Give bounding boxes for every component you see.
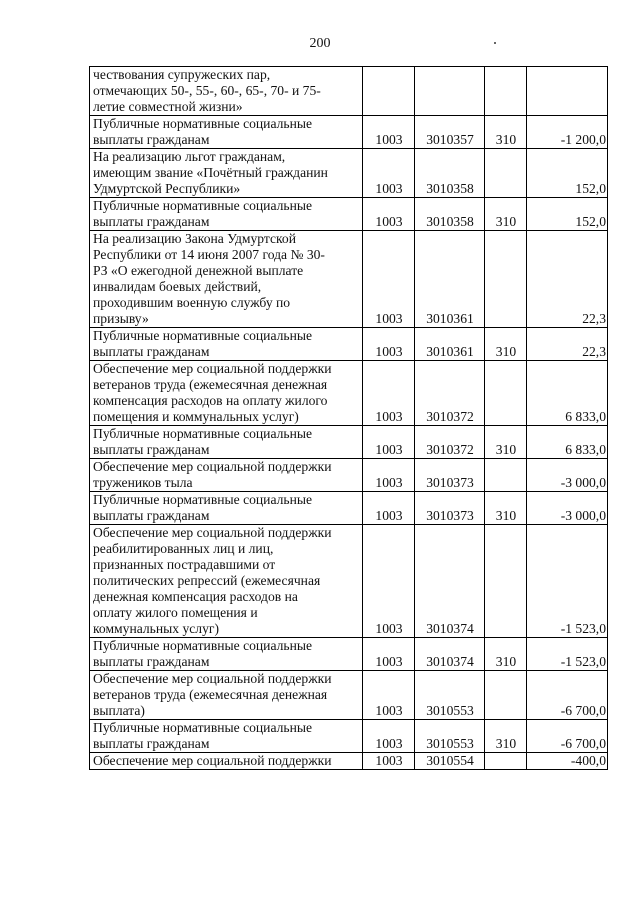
expense-type-code-cell — [485, 198, 527, 231]
row-description: Публичные нормативные социальные выплаты гражданам — [93, 116, 313, 147]
amount-value: -1 200,0 — [560, 132, 606, 147]
target-article-code-cell — [415, 198, 485, 231]
expense-type-code-cell — [485, 67, 527, 116]
table-row — [90, 328, 608, 361]
amount-value: 22,3 — [582, 311, 606, 326]
section-code: 1003 — [375, 621, 403, 636]
section-code: 1003 — [375, 753, 403, 768]
section-code-cell — [363, 231, 415, 328]
section-code: 1003 — [375, 311, 403, 326]
target-article-code: 3010374 — [426, 654, 474, 669]
amount-value: -6 700,0 — [560, 736, 606, 751]
target-article-code: 3010373 — [426, 508, 474, 523]
row-description: Публичные нормативные социальные выплаты гражданам — [93, 492, 313, 523]
target-article-code-cell — [415, 720, 485, 753]
row-description-cell — [90, 638, 363, 671]
section-code-cell — [363, 426, 415, 459]
amount-value-cell — [527, 525, 608, 638]
amount-value-cell — [527, 149, 608, 198]
table-row — [90, 638, 608, 671]
page-number: 200 — [309, 36, 331, 51]
target-article-code: 3010361 — [426, 344, 474, 359]
scan-speck — [494, 42, 496, 44]
section-code-cell — [363, 525, 415, 638]
expense-type-code-cell — [485, 361, 527, 426]
section-code: 1003 — [375, 442, 403, 457]
row-description: Публичные нормативные социальные выплаты гражданам — [93, 720, 313, 751]
expense-type-code-cell — [485, 753, 527, 770]
section-code-cell — [363, 671, 415, 720]
row-description: Публичные нормативные социальные выплаты гражданам — [93, 328, 313, 359]
section-code: 1003 — [375, 736, 403, 751]
amount-value: -400,0 — [570, 753, 606, 768]
amount-value-cell — [527, 198, 608, 231]
amount-value: -3 000,0 — [560, 508, 606, 523]
expense-type-code-cell — [485, 426, 527, 459]
row-description-cell — [90, 67, 363, 116]
row-description: Публичные нормативные социальные выплаты гражданам — [93, 198, 313, 229]
row-description: Обеспечение мер социальной поддержки ветеранов труда (ежемесячная денежная компенсация расходов на оплату жилого помещения и коммунальных услуг) — [93, 361, 332, 424]
table-row — [90, 753, 608, 770]
section-code-cell — [363, 116, 415, 149]
table-row — [90, 67, 608, 116]
section-code: 1003 — [375, 508, 403, 523]
target-article-code-cell — [415, 492, 485, 525]
target-article-code: 3010358 — [426, 181, 474, 196]
section-code-cell — [363, 149, 415, 198]
expense-type-code: 310 — [495, 344, 517, 359]
expense-type-code-cell — [485, 149, 527, 198]
section-code: 1003 — [375, 654, 403, 669]
target-article-code: 3010372 — [426, 442, 474, 457]
section-code: 1003 — [375, 181, 403, 196]
section-code-cell — [363, 492, 415, 525]
section-code-cell — [363, 67, 415, 116]
amount-value-cell — [527, 361, 608, 426]
target-article-code-cell — [415, 328, 485, 361]
amount-value-cell — [527, 753, 608, 770]
target-article-code: 3010361 — [426, 311, 474, 326]
expense-type-code-cell — [485, 492, 527, 525]
row-description-cell — [90, 116, 363, 149]
target-article-code-cell — [415, 231, 485, 328]
row-description: чествования супружеских пар, отмечающих 50-, 55-, 60-, 65-, 70- и 75- летие совместной жизни» — [93, 67, 321, 114]
amount-value-cell — [527, 459, 608, 492]
amount-value: -1 523,0 — [560, 621, 606, 636]
section-code-cell — [363, 198, 415, 231]
amount-value-cell — [527, 671, 608, 720]
section-code: 1003 — [375, 409, 403, 424]
amount-value: 6 833,0 — [565, 442, 606, 457]
target-article-code: 3010553 — [426, 703, 474, 718]
section-code-cell — [363, 328, 415, 361]
row-description-cell — [90, 753, 363, 770]
amount-value: 22,3 — [582, 344, 606, 359]
table-row — [90, 426, 608, 459]
row-description-cell — [90, 671, 363, 720]
section-code-cell — [363, 361, 415, 426]
expense-type-code-cell — [485, 720, 527, 753]
target-article-code: 3010554 — [426, 753, 474, 768]
amount-value-cell — [527, 638, 608, 671]
table-row — [90, 231, 608, 328]
target-article-code: 3010372 — [426, 409, 474, 424]
target-article-code: 3010373 — [426, 475, 474, 490]
target-article-code-cell — [415, 671, 485, 720]
section-code: 1003 — [375, 703, 403, 718]
section-code-cell — [363, 720, 415, 753]
expense-type-code-cell — [485, 671, 527, 720]
amount-value-cell — [527, 67, 608, 116]
expense-type-code: 310 — [495, 214, 517, 229]
expense-type-code-cell — [485, 328, 527, 361]
amount-value-cell — [527, 426, 608, 459]
amount-value: 152,0 — [575, 214, 606, 229]
amount-value: -6 700,0 — [560, 703, 606, 718]
table-row — [90, 492, 608, 525]
row-description-cell — [90, 459, 363, 492]
expense-type-code-cell — [485, 459, 527, 492]
expense-type-code-cell — [485, 116, 527, 149]
expense-type-code-cell — [485, 231, 527, 328]
table-row — [90, 198, 608, 231]
amount-value: 6 833,0 — [565, 409, 606, 424]
target-article-code-cell — [415, 459, 485, 492]
amount-value: -3 000,0 — [560, 475, 606, 490]
row-description-cell — [90, 231, 363, 328]
expense-type-code: 310 — [495, 442, 517, 457]
section-code-cell — [363, 753, 415, 770]
target-article-code: 3010358 — [426, 214, 474, 229]
table-row — [90, 361, 608, 426]
amount-value-cell — [527, 231, 608, 328]
expense-type-code-cell — [485, 525, 527, 638]
row-description-cell — [90, 149, 363, 198]
amount-value-cell — [527, 328, 608, 361]
row-description: Обеспечение мер социальной поддержки ветеранов труда (ежемесячная денежная выплата) — [93, 671, 332, 718]
section-code: 1003 — [375, 475, 403, 490]
target-article-code-cell — [415, 67, 485, 116]
row-description-cell — [90, 328, 363, 361]
expense-type-code: 310 — [495, 508, 517, 523]
table-row — [90, 720, 608, 753]
table-row — [90, 525, 608, 638]
budget-table — [89, 66, 608, 770]
amount-value: 152,0 — [575, 181, 606, 196]
target-article-code-cell — [415, 638, 485, 671]
amount-value: -1 523,0 — [560, 654, 606, 669]
target-article-code: 3010374 — [426, 621, 474, 636]
row-description: Обеспечение мер социальной поддержки — [93, 753, 332, 768]
row-description-cell — [90, 198, 363, 231]
row-description: Публичные нормативные социальные выплаты гражданам — [93, 638, 313, 669]
section-code: 1003 — [375, 214, 403, 229]
table-row — [90, 671, 608, 720]
row-description: На реализацию льгот гражданам, имеющим звание «Почётный гражданин Удмуртской Республики» — [93, 149, 328, 196]
expense-type-code: 310 — [495, 736, 517, 751]
row-description-cell — [90, 720, 363, 753]
row-description: Обеспечение мер социальной поддержки реабилитированных лиц и лиц, признанных пострадавшими от политических репрессий (ежемесячная денежная компенсация расходов на оплату жилого помещения и коммунальных услуг) — [93, 525, 332, 636]
expense-type-code: 310 — [495, 132, 517, 147]
table-body — [90, 67, 608, 770]
expense-type-code: 310 — [495, 654, 517, 669]
target-article-code-cell — [415, 116, 485, 149]
amount-value-cell — [527, 720, 608, 753]
target-article-code-cell — [415, 525, 485, 638]
row-description-cell — [90, 426, 363, 459]
row-description-cell — [90, 525, 363, 638]
row-description-cell — [90, 361, 363, 426]
target-article-code: 3010357 — [426, 132, 474, 147]
expense-type-code-cell — [485, 638, 527, 671]
section-code: 1003 — [375, 132, 403, 147]
section-code-cell — [363, 638, 415, 671]
section-code: 1003 — [375, 344, 403, 359]
row-description-cell — [90, 492, 363, 525]
target-article-code-cell — [415, 426, 485, 459]
amount-value-cell — [527, 116, 608, 149]
table-row — [90, 149, 608, 198]
table-row — [90, 116, 608, 149]
row-description: Обеспечение мер социальной поддержки тружеников тыла — [93, 459, 332, 490]
target-article-code: 3010553 — [426, 736, 474, 751]
amount-value-cell — [527, 492, 608, 525]
row-description: На реализацию Закона Удмуртской Республики от 14 июня 2007 года № 30- РЗ «О ежегодной денежной выплате инвалидам боевых действий, проходившим военную службу по призыву» — [93, 231, 325, 326]
row-description: Публичные нормативные социальные выплаты гражданам — [93, 426, 313, 457]
target-article-code-cell — [415, 149, 485, 198]
target-article-code-cell — [415, 361, 485, 426]
table-row — [90, 459, 608, 492]
target-article-code-cell — [415, 753, 485, 770]
section-code-cell — [363, 459, 415, 492]
